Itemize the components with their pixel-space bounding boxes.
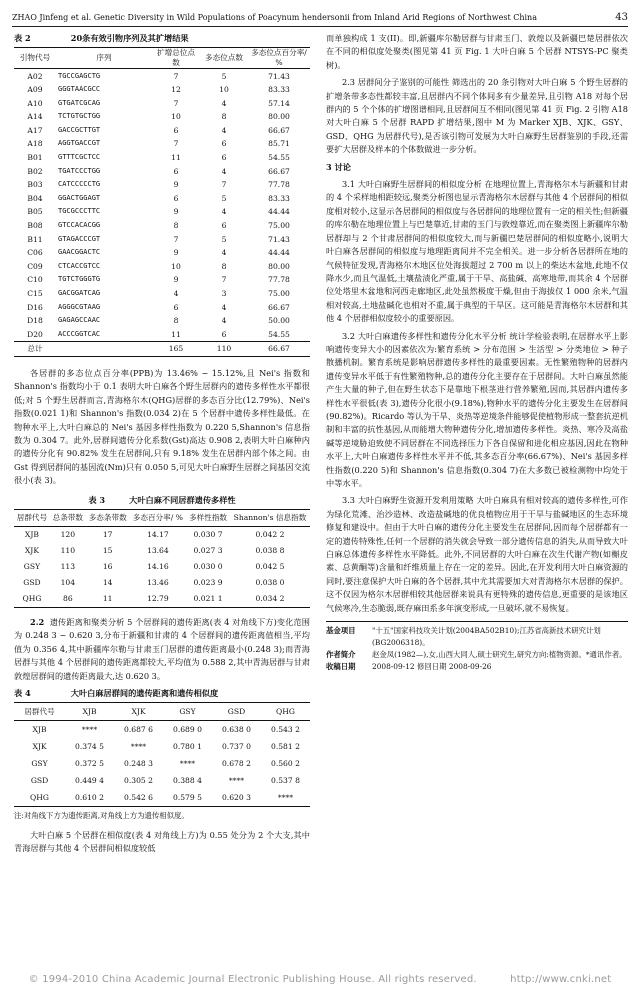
table2-row-cell: TGCCGAGCTG: [58, 71, 101, 80]
table3-header: 多态条带数: [88, 512, 127, 522]
table2-row-cell: 11: [171, 153, 181, 163]
table2-row-cell: C09: [27, 261, 43, 271]
table2-row-cell: 66.67: [268, 125, 290, 135]
footnote-key: 基金项目: [326, 626, 356, 636]
table2-row-cell: B01: [27, 153, 43, 163]
table2-row-cell: 80.00: [268, 261, 290, 271]
table2-row-cell: 6: [173, 193, 179, 203]
table4-header: 居群代号: [24, 706, 55, 716]
table2-row-cell: A02: [27, 71, 43, 81]
table2-row-cell: GTGATCGCAG: [58, 98, 101, 107]
table3-row-cell: 0.042 2: [255, 530, 285, 540]
table2-row-cell: 8: [221, 261, 227, 271]
table4-row: [14, 789, 310, 807]
table3-header: 多态百分率/ %: [132, 512, 183, 522]
table3-row-cell: 14.16: [146, 562, 169, 572]
table2-row-cell: A10: [27, 98, 43, 108]
table2-row-cell: C10: [27, 275, 43, 285]
table2-row-cell: TGATCCCTGG: [58, 166, 101, 175]
table4-row-cell: 0.449 4: [75, 776, 105, 786]
paragraph-3-3: 3.3 大叶白麻野生资源开发利用策略 大叶白麻具有相对较高的遗传多样性,可作为绿化荒滩、治沙造林、改造盐碱地的优良植物应用于干旱与盐碱地区的生态环境修复和建设中。但由于大叶白麻的遗传分化主要发生在居群间,因而每个居群都有一定的遗传特殊性,任何一个居群的消失就会导致一部分遗传信息的消失,从而导致大叶白麻总体遗传多样性水平降低。此外,不同居群的大叶白麻在次生代谢产物(如槲皮素、总黄酮等)含量和纤维质量上存在一定的差异。因此,在开发利用大叶白麻资源的同时,要注意保护大叶白麻的各个居群,其中尤其需要加大对青海格尔木居群的保护。这不仅因为格尔木居群相较其他居群来说具有更特殊的遗传信息,更重要的是该地区气候寒冷,生态脆弱,既存麻田系多年演变形成,一旦破坏,就不易恢复。: [326, 495, 628, 613]
table4-row-cell: ****: [130, 742, 147, 752]
table2-row-cell: 4: [221, 316, 227, 326]
table2-row-cell: 8: [173, 316, 179, 326]
table3-row-cell: 11: [102, 594, 113, 604]
table2-row-cell: 6: [173, 166, 179, 176]
table3-row-cell: 120: [60, 530, 76, 540]
table2-row-cell: GAGAGCCAAC: [58, 316, 101, 325]
table2-row-cell: 10: [171, 261, 181, 271]
table2-row-cell: 4: [221, 98, 227, 108]
table2-row: [14, 69, 310, 83]
copyright-text: © 1994-2010 China Academic Journal Electronic Publishing House. All rights reserved.: [28, 974, 477, 985]
table4-row-cell: 0.560 2: [270, 759, 300, 769]
table2-row-cell: 66.67: [268, 302, 290, 312]
cnki-url: http://www.cnki.net: [510, 974, 612, 985]
table4-label: 表 4: [14, 687, 31, 698]
table4-header: XJK: [131, 706, 146, 716]
table2-row-cell: 6: [173, 125, 179, 135]
table2-row-cell: 7: [173, 234, 179, 244]
table2-row-cell: 50.00: [268, 316, 290, 326]
table2-row-cell: 3: [221, 289, 227, 298]
table3-header: 总条带数: [52, 512, 84, 522]
table4-title: 大叶白麻居群间的遗传距离和遗传相似度: [70, 687, 219, 698]
table2-row-cell: A17: [27, 125, 43, 135]
table2-row-cell: 11: [171, 329, 181, 339]
table2-row-cell: 85.71: [268, 139, 290, 149]
table2-row-cell: AGGTGACCGT: [58, 139, 101, 148]
table3-header-row: [14, 509, 310, 526]
table3-row-cell: 15: [102, 546, 113, 556]
table2-row-cell: A14: [27, 112, 43, 122]
table2-row: [14, 260, 310, 274]
table2-row: [14, 314, 310, 328]
table4-row-cell: GSY: [31, 759, 48, 769]
watermark-footer: [0, 974, 640, 994]
table3-row-cell: 12.79: [146, 594, 169, 604]
table4-row-cell: XJB: [32, 725, 47, 735]
table2-header-row: [14, 48, 310, 69]
table2-row-cell: 4: [221, 207, 227, 217]
table2-row-cell: 71.43: [268, 71, 290, 81]
table4-row-cell: ****: [228, 776, 245, 786]
table2-row: [14, 205, 310, 219]
table4-header: GSY: [179, 706, 196, 716]
table3-row-cell: 17: [102, 530, 113, 540]
table3-row: [14, 591, 310, 608]
table4-row: [14, 738, 310, 755]
table2-row-cell: AGGGCGTAAG: [58, 302, 101, 311]
table3-row-cell: XJB: [24, 530, 39, 540]
footnote-block: [326, 621, 628, 673]
running-header: [12, 8, 628, 27]
table3-row-cell: 0.023 9: [193, 578, 223, 588]
table2-row-cell: 4: [221, 302, 227, 312]
table4-row-cell: 0.689 0: [172, 725, 202, 735]
table4-row-cell: 0.638 0: [221, 725, 251, 735]
table2-row-cell: 6: [221, 221, 227, 231]
table2-total-cell: 总计: [14, 342, 56, 357]
table2-total-cell: 165: [152, 342, 200, 357]
section-heading-discussion: 3 讨论: [326, 161, 351, 172]
table2-row-cell: 54.55: [268, 329, 290, 339]
table2-row: [14, 273, 310, 287]
table2-row-cell: GTCCACACGG: [58, 221, 101, 230]
table3-row: [14, 559, 310, 575]
table2-row-cell: A09: [27, 85, 43, 95]
table4-row-cell: 0.610 2: [75, 793, 105, 803]
table3-row-cell: 0.034 2: [255, 594, 285, 604]
paragraph-text: 遗传距离和聚类分析 5 个居群间的遗传距离(表 4 对角线下方)变化范围为 0.248 3 ~ 0.620 3,分布于新疆和甘肃的 4 个居群间的遗传距离值相当,平均值为 0.356 4,其中新疆库尔勒与甘肃玉门居群的遗传距离最小(0.248 3);而青海居群与其他 4 个居群间的遗传距离都较大,平均值为 0.588 2,其中青海居群与甘肃敦煌居群间的遗传距离最大,达 0.620 3。: [14, 616, 310, 681]
table2-row-cell: GTAGACCCGT: [58, 234, 101, 243]
table2-row-cell: 44.44: [268, 248, 290, 258]
table2-row-cell: B03: [27, 180, 43, 190]
table2-row-cell: 8: [173, 221, 179, 231]
page-number: 43: [615, 11, 628, 23]
table4-row: [14, 721, 310, 739]
table2-row-cell: CATCCCCCTG: [58, 180, 101, 189]
table2-total-cell: [56, 342, 152, 357]
table2-row: [14, 219, 310, 233]
table3-row-cell: 104: [60, 578, 76, 588]
table2-row-cell: GACGGATCAG: [58, 289, 101, 297]
table4-row-cell: ****: [179, 759, 196, 769]
table3-title: 大叶白麻不同居群遗传多样性: [129, 494, 236, 505]
table2-row: [14, 328, 310, 342]
table2-row-cell: GAACGGACTC: [58, 248, 101, 257]
table2-row-cell: B02: [27, 166, 43, 176]
table2-row-cell: 9: [173, 248, 179, 258]
table2-total-row: [14, 342, 310, 357]
paragraph: 各居群的多态位点百分率(PPB)为 13.46% ~ 15.12%,且 Nei's 指数和 Shannon's 指数均小于 0.1 表明大叶白麻各个野生居群内的遗传多样性水平都很低;对 5 个野生居群而言,青海格尔木(QHG)居群的多态百分比(12.79%)、Nei's 指数(0.021 1)和 Shannon's 指数(0.034 2)在 5 个居群中遗传多样性最低。在物种水平上,大叶白麻总的 Nei's 基因多样性指数为 0.220 5,Shannon's 信息指数为 0.304 7。此外,居群间遗传分化系数(Gst)高达 0.908 2,表明大叶白麻种内的遗传分化有 90.82% 发生在居群间,只有 9.18% 发生在居群内部个体之间。由 Gst 得到居群间的基因流(Nm)只有 0.050 5,可见大叶白麻野生居群之间基因交流很小(表 3)。: [14, 367, 310, 486]
table2-row-cell: GGGTAACGCC: [58, 85, 101, 94]
table2-row-cell: CTCACCGTCC: [58, 261, 101, 270]
table2-row-cell: 7: [221, 275, 227, 285]
right-column: [326, 32, 628, 673]
table3-row-cell: 86: [63, 594, 73, 604]
table4-header-row: [14, 703, 310, 721]
table2-row-cell: D18: [27, 316, 43, 326]
table4-row-cell: 0.388 4: [172, 776, 202, 786]
table3-row-cell: 0.042 5: [255, 562, 285, 572]
table2-row-cell: 75.00: [268, 221, 290, 231]
section-number: 2.2: [30, 616, 45, 627]
table2-row-cell: 54.55: [268, 153, 290, 163]
table2-row-cell: 10: [171, 112, 181, 122]
table2-row: [14, 233, 310, 247]
table2-row-cell: ACCCGGTCAC: [58, 329, 101, 338]
table2-row-cell: 8: [221, 112, 227, 122]
paragraph: 大叶白麻 5 个居群在相似度(表 4 对角线上方)为 0.55 处分为 2 个大支,其中青海居群与其他 4 个居群间相似度较低: [14, 829, 310, 854]
table2-row-cell: 7: [173, 71, 179, 81]
table2-row-cell: 7: [221, 180, 227, 190]
table2-header: 多态位点数: [205, 53, 243, 63]
table2-row-cell: 4: [221, 248, 227, 258]
table2-row: [14, 83, 310, 97]
table2-row-cell: 9: [173, 275, 179, 285]
table2-row-cell: 9: [173, 207, 179, 217]
table3-row-cell: 0.038 0: [255, 578, 285, 588]
table2-row-cell: 4: [221, 166, 227, 176]
table2-row-cell: 10: [219, 85, 229, 95]
table2-row-cell: B04: [27, 193, 43, 203]
table4-row-cell: XJK: [32, 742, 47, 752]
table2-row: [14, 151, 310, 165]
table3-row-cell: 16: [102, 562, 113, 572]
table2-row: [14, 178, 310, 192]
table4: [14, 702, 310, 807]
table4-header: QHG: [276, 706, 295, 716]
footnote-value: "十五"国家科技攻关计划(2004BA502B10);江苏省高新技术研究计划(BG2006318)。: [372, 626, 601, 648]
table2-row-cell: A18: [27, 139, 43, 149]
table4-row-cell: 0.248 3: [124, 759, 153, 769]
table4-row: [14, 772, 310, 789]
table3-row-cell: 0.021 1: [193, 594, 223, 604]
table2-row-cell: 5: [221, 193, 227, 203]
table2-row-cell: 7: [173, 139, 179, 149]
table3-row: [14, 575, 310, 591]
table2-row-cell: 6: [221, 139, 227, 149]
paragraph-2-2: [14, 616, 310, 683]
table3-row-cell: GSD: [23, 578, 41, 588]
table2-header: 多态位点百分率/ %: [251, 48, 307, 68]
table4-row-cell: 0.620 3: [221, 793, 251, 803]
table3-row-cell: 0.030 7: [193, 530, 223, 540]
table4-row-cell: QHG: [30, 793, 49, 803]
table4-header: GSD: [227, 706, 246, 716]
footnote-row: [326, 649, 628, 661]
table2-row: [14, 124, 310, 138]
table2-row-cell: 80.00: [268, 112, 290, 122]
table4-row-cell: 0.780 1: [172, 742, 202, 752]
table2-row-cell: 6: [221, 329, 227, 339]
table3-row-cell: 113: [60, 562, 76, 572]
table4-row-cell: ****: [81, 725, 98, 735]
table3-row-cell: 110: [60, 546, 76, 556]
table2-row-cell: D20: [27, 329, 43, 339]
table2-row: [14, 301, 310, 315]
table3-caption: [14, 494, 310, 507]
table4-row-cell: 0.581 2: [270, 742, 300, 752]
table2-row-cell: 9: [173, 180, 179, 190]
table2-row: [14, 97, 310, 111]
table2-row-cell: D16: [27, 302, 43, 312]
table4-row-cell: 0.374 5: [75, 742, 105, 752]
table2-row: [14, 137, 310, 151]
table3-row: [14, 526, 310, 543]
table3-header: 多样性指数: [189, 512, 228, 522]
table4-row-cell: 0.737 0: [221, 742, 251, 752]
table2-row-cell: 57.14: [268, 98, 290, 108]
table3-row-cell: 13.64: [146, 546, 169, 556]
footnote-key: 作者简介: [326, 650, 356, 660]
footnote-row: [326, 625, 628, 649]
paragraph: 而单独构成 1 支(II)。即,新疆库尔勒居群与甘肃玉门、敦煌以及新疆巴楚居群依次在不同的相似度处聚类(图见第 41 页 Fig. 1 大叶白麻 5 个居群 NTSYS-PC 聚类树)。: [326, 33, 628, 70]
table2-row-cell: TGCGCCCTTC: [58, 207, 101, 216]
table2-row: [14, 165, 310, 179]
table2-header: 序列: [96, 53, 112, 63]
table2-row-cell: 6: [173, 302, 179, 312]
table3-row-cell: QHG: [22, 594, 42, 604]
table2-row-cell: TCTGTGCTGG: [58, 112, 101, 121]
table3-row-cell: 14: [102, 578, 113, 588]
table2-row-cell: C06: [27, 248, 43, 258]
table2-row-cell: 44.44: [268, 207, 290, 217]
table2-row-cell: 5: [221, 234, 227, 244]
footnote-key: 收稿日期: [326, 662, 356, 672]
table4-row-cell: 0.543 2: [270, 725, 300, 735]
table2-header: 扩增总位点数: [157, 48, 195, 68]
table2-row-cell: 71.43: [268, 234, 290, 244]
table2: [14, 47, 310, 356]
table2-row-cell: 77.78: [268, 275, 290, 285]
footnote-row: [326, 661, 628, 673]
table4-row-cell: GSD: [30, 776, 49, 786]
table3-row-cell: 0.027 3: [193, 546, 223, 556]
table2-row-cell: 66.67: [268, 166, 290, 176]
table2-row-cell: 75.00: [268, 289, 290, 298]
paragraph-3-1: 3.1 大叶白麻野生居群间的相似度分析 在地理位置上,青海格尔木与新疆和甘肃的 4 个采样地相距较远,聚类分析图也显示青海格尔木居群与其他 4 个居群间的相似度相对较小,这显示各居群间的相似度与各居群间的地理位置有一定的相关性;但新疆的库尔勒在地理位置上与巴楚靠近,甘肃的玉门与敦煌靠近,而在聚类图上新疆库尔勒居群却与 2 个甘肃居群间的相似度较大,而与新疆巴楚居群间的相似度略小,说明大叶白麻各居群间的相似度与地理距离间并不完全相关。进一步分析各居群所在地的气候特征发现,青海格尔木地区位处海拔超过 2 700 m 以上的柴达木盆地,此地不仅降水少,而且气温低,土壤盐渍化严重,属于干旱、高盐碱、高寒地带,而其余 4 个居群位处塔里木盆地和河西走廊地区,此处虽然极度干燥,但由于海拔仅 1 000 余米,气温相对较高,土地盐碱化也相对不重,属于典型的干旱区。这可能是青海格尔木居群和其他 4 个居群相似度较小的重要原因。: [326, 179, 628, 324]
table2-row: [14, 192, 310, 206]
table4-note: 注:对角线下方为遗传距离,对角线上方为遗传相似度。: [14, 811, 189, 821]
table3-header: 居群代号: [16, 512, 48, 522]
table3-row-cell: GSY: [23, 562, 41, 572]
table2-label: 表 2: [14, 33, 31, 43]
table4-row-cell: 0.542 6: [124, 793, 153, 803]
table3: [14, 509, 310, 608]
table2-row-cell: 83.33: [268, 193, 290, 203]
table4-caption: [14, 687, 310, 700]
table2-row-cell: 77.78: [268, 180, 290, 190]
table3-label: 表 3: [88, 494, 106, 505]
table2-header: 引物代号: [19, 53, 51, 63]
table4-row-cell: 0.372 5: [75, 759, 105, 769]
table2-row: [14, 110, 310, 124]
footnote-value: 赵金凤(1982—),女,山西大同人,硕士研究生,研究方向:植物资源。*通讯作者。: [372, 650, 627, 660]
table2-title: 20条有效引物序列及其扩增结果: [70, 33, 189, 43]
table2-caption: [14, 32, 310, 45]
table2-row-cell: 5: [221, 71, 227, 81]
table2-row-cell: B08: [27, 221, 43, 231]
table4-row-cell: ****: [277, 793, 294, 803]
table2-row-cell: 83.33: [268, 85, 290, 95]
paragraph-2-3: 2.3 居群间分子鉴别的可能性 筛选出的 20 条引物对大叶白麻 5 个野生居群的扩增条带多态性都较丰富,且居群内不同个体间多有少量差异,且引物 A18 对每个居群内的 5 个个体的扩增图谱相同,且居群间互不相同(图见第 41 页 Fig. 2 引物 A18 对大叶白麻 5 个居群 RAPD 扩增结果,图中 M 为 Marker XJB、XJK、GSY、GSD、QHG 为居群代号),是否该引物可发展为大叶白麻野生居群鉴别的手段,还需要扩大居群及样本的个体数做进一步分析。: [326, 77, 628, 155]
table2-row-cell: 6: [221, 153, 227, 163]
table4-row-cell: 0.579 5: [172, 793, 202, 803]
table4-row-cell: 0.305 2: [124, 776, 153, 786]
table3-row-cell: 0.030 0: [193, 562, 223, 572]
table3-row-cell: 14.17: [146, 530, 169, 540]
table4-row: [14, 755, 310, 772]
table2-row-cell: 4: [221, 125, 227, 135]
table2-row-cell: 4: [173, 289, 179, 298]
table3-row-cell: 0.038 8: [255, 546, 285, 556]
table3-row: [14, 543, 310, 559]
table2-row-cell: 12: [171, 85, 181, 95]
table2-total-cell: 110: [200, 342, 248, 357]
table2-row-cell: B11: [27, 234, 43, 244]
table4-header: XJB: [82, 706, 97, 716]
table2-row-cell: C15: [27, 289, 43, 298]
table4-row-cell: 0.687 6: [124, 725, 153, 735]
table2-row: [14, 246, 310, 260]
table2-row-cell: TGTCTGGGTG: [58, 275, 101, 284]
table2-row-cell: GTTTCGCTCC: [58, 153, 101, 162]
paragraph-3-2: 3.2 大叶白麻遗传多样性和遗传分化水平分析 统计学检验表明,在居群水平上影响遗传变异大小的因素依次为:繁育系统 > 分布范围 > 生活型 > 分类地位 > 种子散播机制。繁育系统是影响居群遗传多样性的最重要因素。无性繁殖物种的居群内遗传变异水平低于有性繁殖物种,总的遗传分化主要存在于居群间。大叶白麻虽然能产生大量的种子,但在野生状态下是靠地下根茎进行营养繁殖,因而,其居群内遗传多样性水平很低(表 3),遗传分化很小(9.18%),物种水平的遗传分化主要发生在居群间(90.82%)。Ricardo 等认为干旱、炎热等逆境条件能够促使植物形成一整套抗逆机制和丰富的抗性基因,从而能增大物种遗传分化,增加遗传多样性。炎热、寒冷及高盐碱等逆境胁迫致使不同居群在不同选择压力下各自保留和进化相应基因,因此在物种水平上,大叶白麻遗传多样性水平并不低,其多态百分率(66.67%)、Nei's 基因多样性指数(0.220 5)和 Shannon's 信息指数(0.304 7)在大多数已被检测物中均处于中等水平。: [326, 330, 628, 488]
table3-row-cell: 13.46: [146, 578, 169, 588]
table3-row-cell: XJK: [24, 546, 39, 556]
table2-row-cell: GACCGCTTGT: [58, 125, 101, 134]
table2-row-cell: 7: [173, 98, 179, 108]
header-title: ZHAO Jinfeng et al. Genetic Diversity in Wild Populations of Poacynum hendersonii from Inland Arid Regions of Northwest China: [12, 12, 537, 22]
table2-row-cell: GGACTGGAGT: [58, 193, 101, 202]
table2-row: [14, 287, 310, 301]
footnote-value: 2008-09-12 修回日期 2008-09-26: [372, 662, 492, 672]
table2-total-cell: 66.67: [248, 342, 310, 357]
left-column: [14, 32, 310, 860]
table4-row-cell: 0.537 8: [270, 776, 300, 786]
table2-row-cell: B05: [27, 207, 43, 217]
table4-row-cell: 0.678 2: [221, 759, 251, 769]
table3-header: Shannon's 信息指数: [233, 512, 307, 522]
